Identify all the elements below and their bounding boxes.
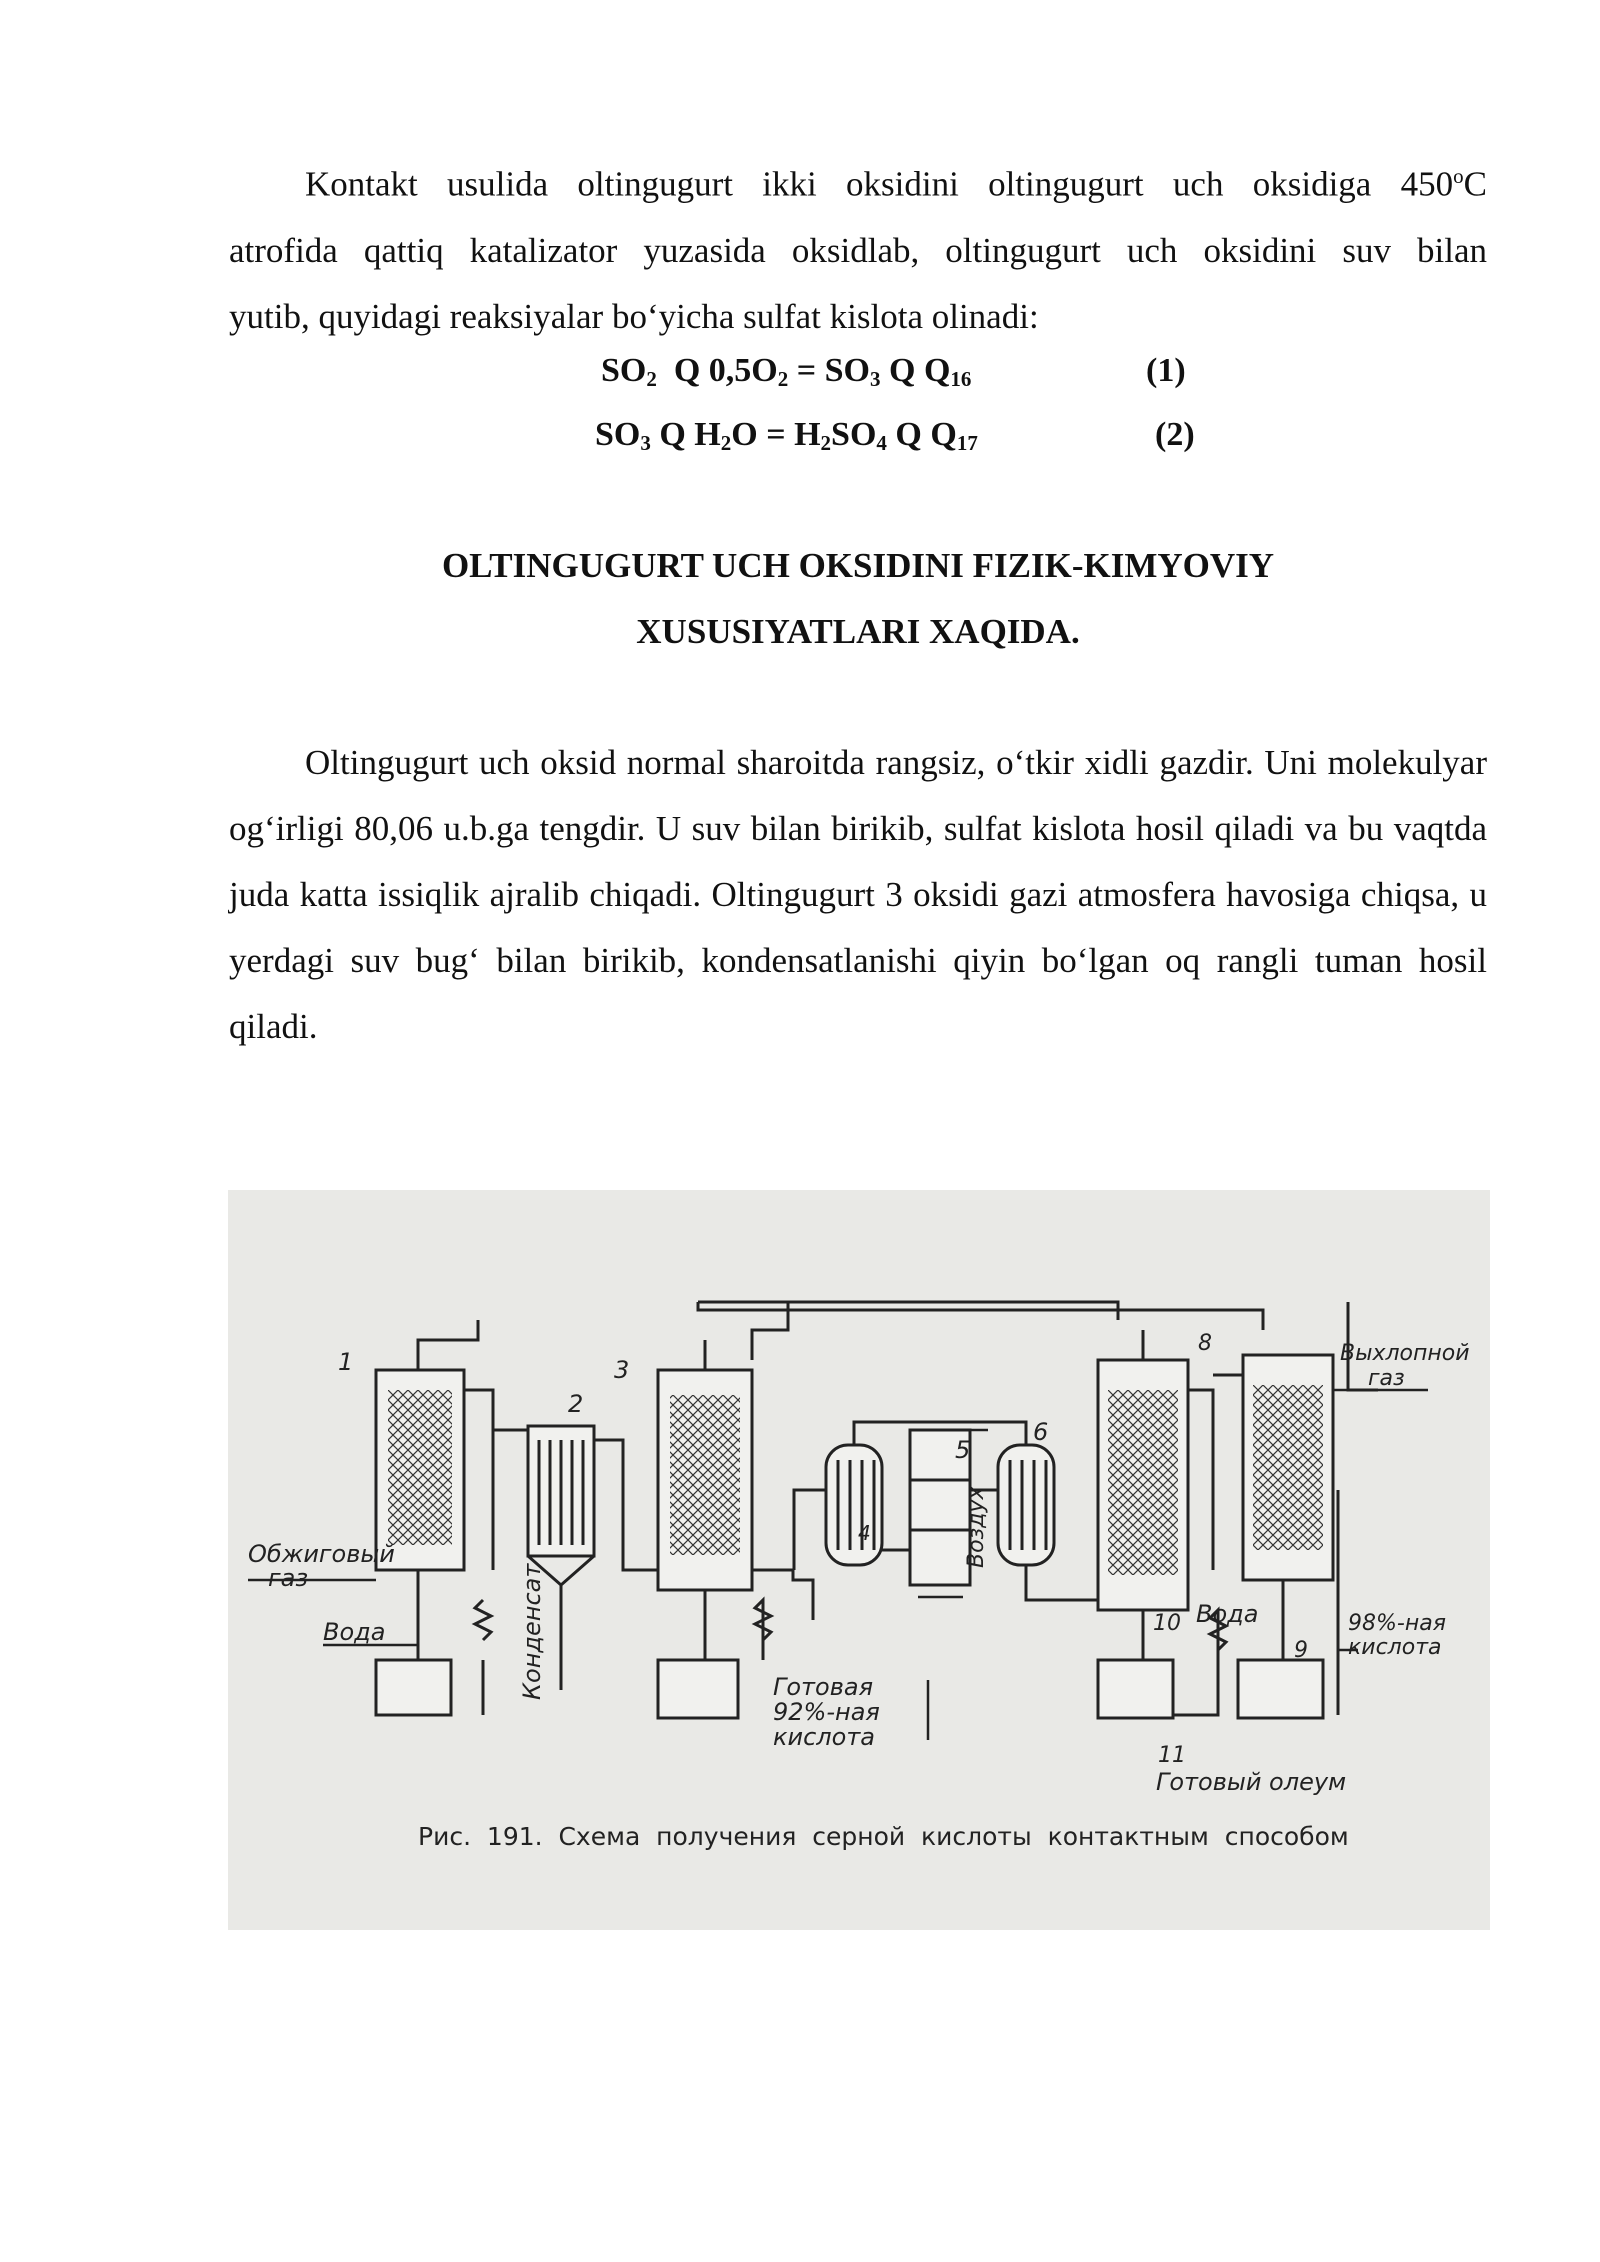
tower-8-packing: [1253, 1385, 1323, 1550]
properties-paragraph: Oltingugurt uch oksid normal sharoitda rangsiz, o‘tkir xidli gazdir. Uni molekulyar og‘irligi 80,06 u.b.ga tengdir. U suv bilan birikib, sulfat kislota hosil qiladi va bu vaqtda juda katta issiqlik ajralib chiqadi. Oltingugurt 3 oksidi gazi atmosfera havosiga chiqsa, u yerdagi suv bug‘ bilan birikib, kondensatlanishi qiyin bo‘lgan oq rangli tuman hosil qiladi.: [229, 743, 1487, 1046]
water-label-1: Вода: [323, 1618, 386, 1646]
tank-3: [658, 1660, 738, 1718]
roast-gas-label-1: Обжиговый: [248, 1540, 395, 1568]
label-11: 11: [1158, 1743, 1186, 1768]
tower-3-packing: [670, 1395, 740, 1555]
top-return-pipe: [698, 1302, 1263, 1330]
roast-gas-label-2: газ: [268, 1564, 309, 1592]
label-1: 1: [338, 1348, 354, 1376]
ready-acid-label-3: кислота: [773, 1723, 875, 1751]
equation-2-number: (2): [1155, 416, 1195, 453]
label-8: 8: [1198, 1331, 1212, 1356]
equation-1-number: (1): [1146, 352, 1186, 389]
label-4: 4: [858, 1521, 871, 1545]
label-3: 3: [614, 1356, 630, 1384]
exhaust-gas-label-1: Выхлопной: [1340, 1341, 1470, 1366]
degree-sign: o: [1453, 164, 1464, 188]
label-10: 10: [1153, 1611, 1181, 1636]
condensate-label: Конденсат: [518, 1563, 546, 1700]
tower-7-packing: [1108, 1390, 1178, 1575]
acid98-label-2: кислота: [1348, 1635, 1442, 1660]
acid98-label-1: 98%-ная: [1348, 1611, 1446, 1636]
tank-1: [376, 1660, 451, 1715]
heading-line-1: OLTINGUGURT UCH OKSIDINI FIZIK-KIMYOVIY: [441, 546, 1275, 585]
intro-paragraph: [229, 143, 1487, 350]
intro-line-3: yutib, quyidagi reaksiyalar bo‘yicha sulfat kislota olinadi:: [229, 296, 1039, 336]
scheme-drawing: [228, 1190, 1490, 1930]
ready-acid-label-1: Готовая: [773, 1673, 874, 1701]
label-2: 2: [568, 1390, 584, 1418]
equation-1: $SO_2$ Q $0,5O_2 = SO_3$ Q $Q_{16}$: [601, 352, 972, 391]
tower-1-packing: [388, 1390, 452, 1545]
figure-caption: Рис. 191. Схема получения серной кислоты контактным способом: [418, 1822, 1349, 1851]
oleum-label: Готовый олеум: [1156, 1768, 1347, 1796]
intro-line-1: Kontakt usulida oltingugurt ikki oksidini oltingugurt uch oksidiga 450$^o$C: [305, 164, 1487, 204]
exhaust-gas-label-2: газ: [1368, 1366, 1405, 1391]
tank-9: [1238, 1660, 1323, 1718]
water-label-2: Вода: [1196, 1600, 1259, 1628]
equation-2: $SO_3$ Q $H_2O = H_2SO_4$ Q $Q_{17}$: [595, 416, 978, 455]
heading-line-2: XUSUSIYATLARI XAQIDA.: [636, 612, 1080, 651]
label-5: 5: [955, 1436, 971, 1464]
section-heading: [229, 533, 1487, 665]
label-9: 9: [1294, 1638, 1308, 1663]
air-label: Воздух: [964, 1486, 989, 1568]
process-scheme-figure: [228, 1190, 1490, 1930]
tank-10: [1098, 1660, 1173, 1718]
intro-line-2: atrofida qattiq katalizator yuzasida oksidlab, oltingugurt uch oksidini suv bilan: [229, 230, 1487, 270]
ready-acid-label-2: 92%-ная: [773, 1698, 880, 1726]
label-6: 6: [1033, 1418, 1049, 1446]
